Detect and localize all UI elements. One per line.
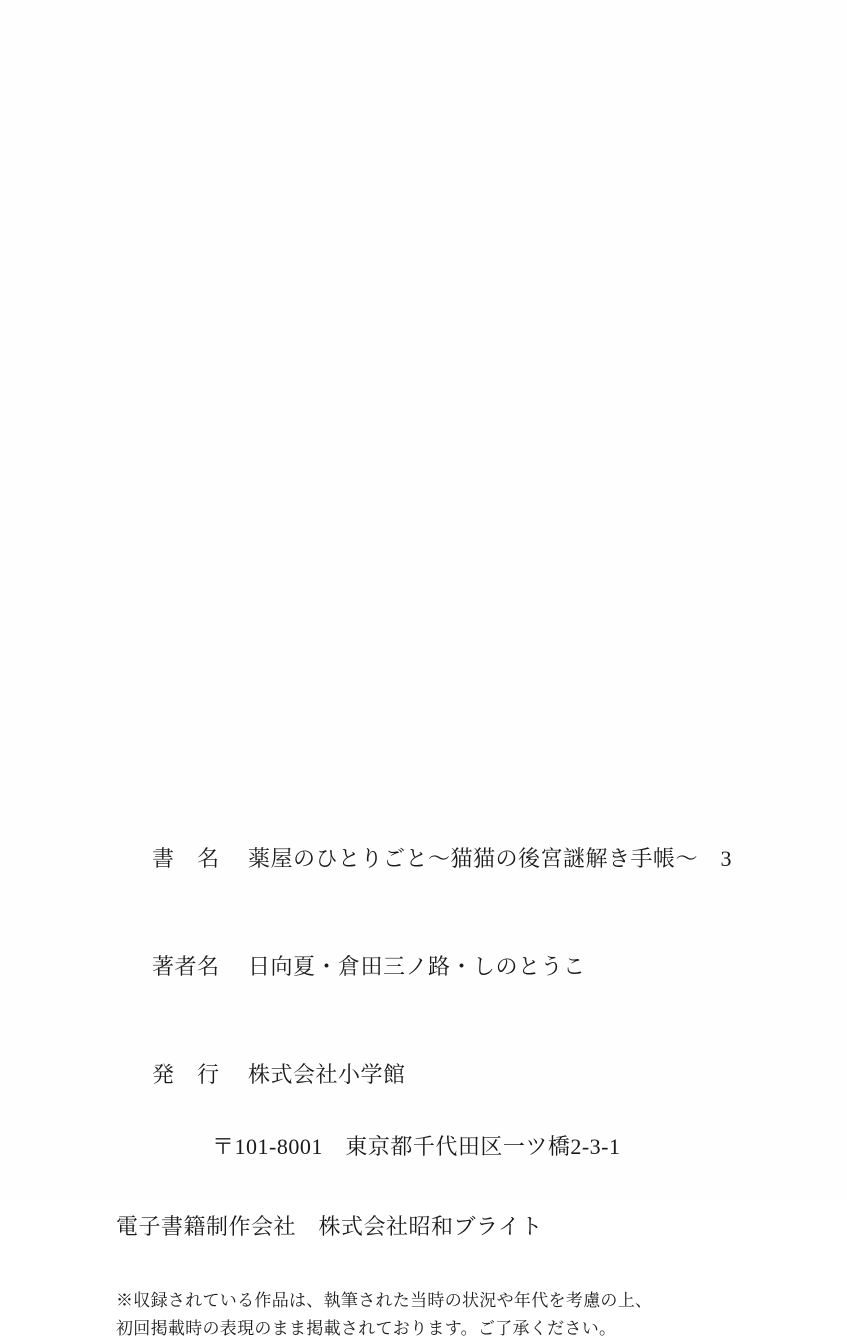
colophon-entry-publisher	[116, 1021, 776, 1129]
editorial-notice	[116, 1287, 776, 1343]
colophon-label-publisher: 発 行	[152, 1062, 220, 1087]
ebook-producer: 電子書籍制作会社 株式会社昭和ブライト	[116, 1214, 543, 1239]
publisher-address: 〒101‐8001 東京都千代田区一ツ橋2‐3‐1	[212, 1134, 621, 1159]
colophon-value-author: 日向夏・倉田三ノ路・しのとうこ	[248, 954, 586, 979]
colophon-value-publisher: 株式会社小学館	[248, 1062, 406, 1087]
colophon-value-title: 薬屋のひとりごと〜猫猫の後宮謎解き手帳〜 3	[248, 846, 733, 871]
editorial-notice-line-2: 初回掲載時の表現のまま掲載されております。ご了承ください。	[116, 1319, 617, 1338]
editorial-notice-line-1: ※収録されている作品は、執筆された当時の状況や年代を考慮の上、	[116, 1291, 653, 1310]
colophon-label-author: 著者名	[152, 954, 220, 979]
colophon-entry-title	[116, 805, 776, 913]
colophon-label-title: 書 名	[152, 846, 220, 871]
colophon-entry-author	[116, 913, 776, 1021]
colophon-block	[116, 805, 776, 1343]
